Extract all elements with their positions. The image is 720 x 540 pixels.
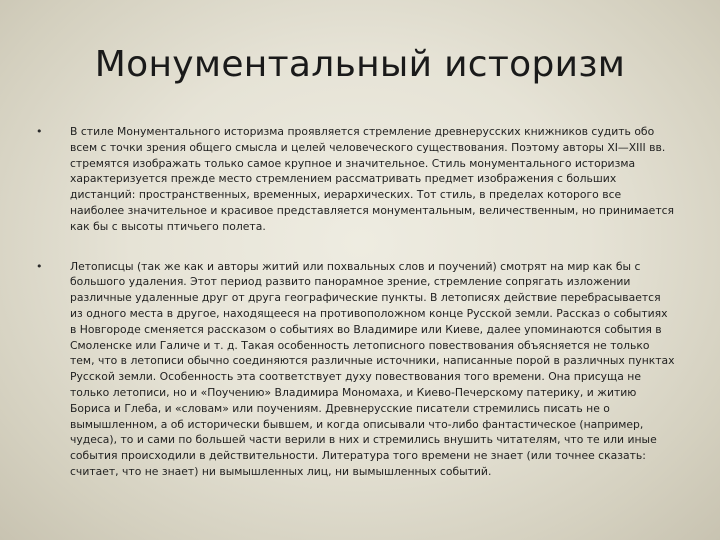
list-item [36,259,676,480]
bullet-list [36,124,676,504]
bullet-text: В стиле Монументального историзма проявляется стремление древнерусских книжников судить обо всем с точки зрения общего смысла и целей человеческого существования. Поэтому авторы XI—XIII вв. стремятся изображать только самое крупное и значительное. Стиль монументального историзма характеризуется прежде место стремлением рассматривать предмет изображения с больших дистанций: пространственных, временных, иерархических. Тот стиль, в пределах которого все наиболее значительное и красивое представляется монументальным, величественным, но принимается как бы с высоты птичьего полета. [70,125,675,233]
bullet-icon: • [36,259,43,273]
bullet-icon: • [36,125,43,138]
bullet-text: Летописцы (так же как и авторы житий или похвальных слов и поучений) смотрят на мир как бы с большого удаления. Этот период развито панорамное зрение, стремление сопрягать изложении различные удаленные друг от друга географические пункты. В летописях действие перебрасывается из одного места в другое, находящееся на противоположном конце Русской земли. Рассказ о событиях в Новгороде сменяется рассказом о событиях во Владимире или Киеве, далее упоминаются события в Смоленске или Галиче и т. д. Такая особенность летописного повествования объясняется не только тем, что в летописи обычно соединяются различные источники, написанные порой в различных пунктах Русской земли. Особенность эта соответствует духу повествования того времени. Она присуща не только летописи, но и «Поучению» Владимира Мономаха, и Киево-Печерскому патерику, и житию Бориса и Глеба, и «словам» или поучениям. Древнерусские писатели стремились писать не о вымышленном, а об исторически бывшем, и когда описывали что-либо фантастическое (например, чудеса), то и сами по большей части верили в них и стремились внушить читателям, что те или иные события происходили в действительности. Литература того времени не знает (или точнее сказать: считает, что не знает) ни вымышленных лиц, ни вымышленных событий. [70,259,675,478]
list-item [36,124,676,235]
slide-title: Монументальный историзм [94,44,626,85]
